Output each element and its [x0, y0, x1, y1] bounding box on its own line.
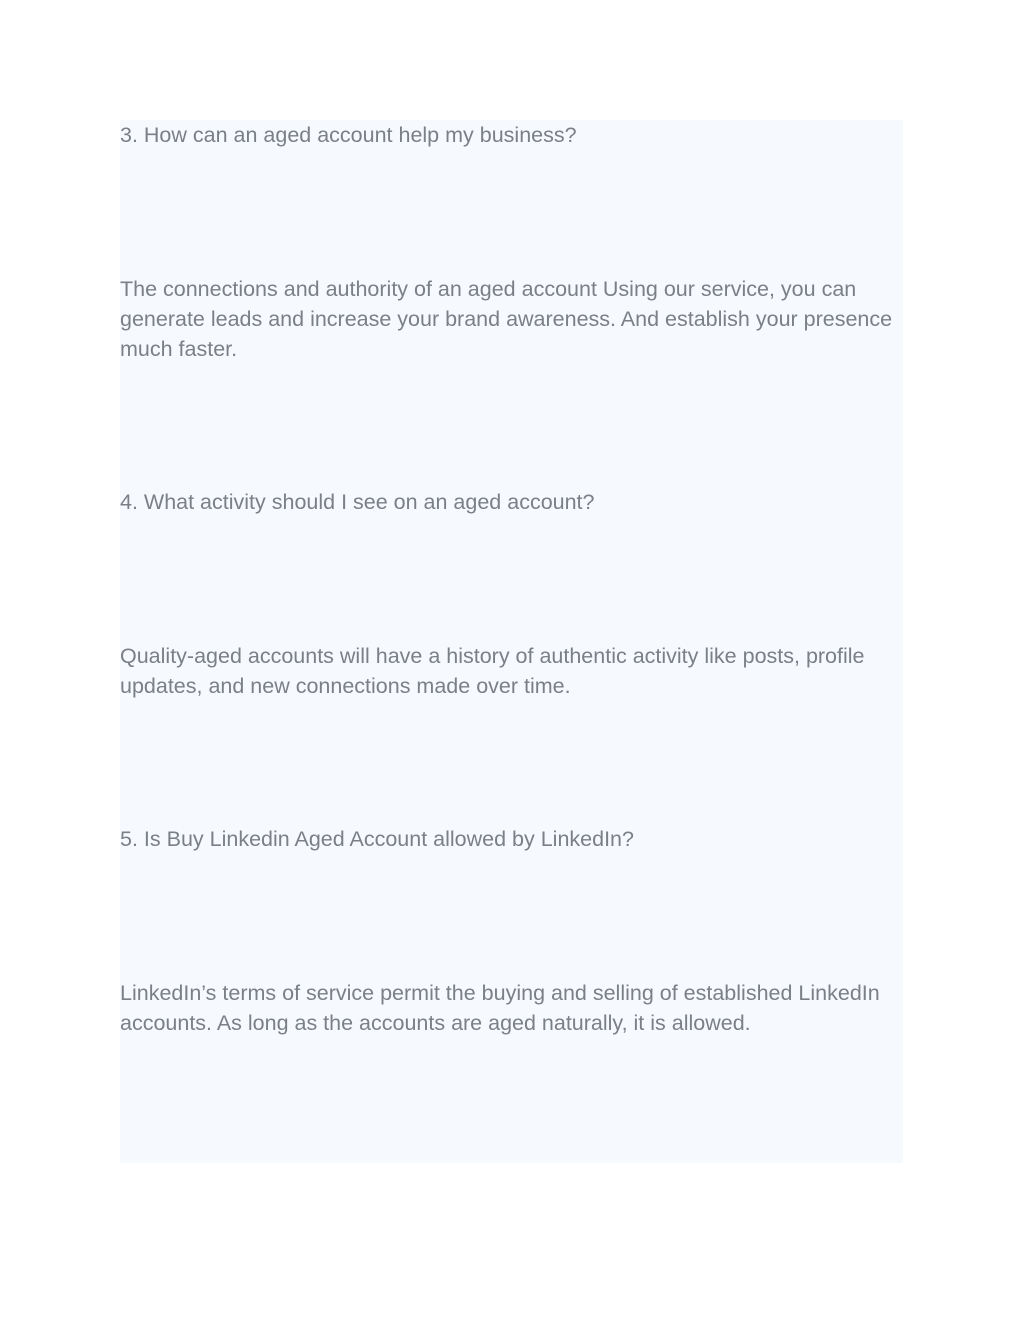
- faq-question-4: 4. What activity should I see on an aged account?: [120, 490, 595, 514]
- faq-content-block: [120, 120, 903, 1163]
- faq-question-5: 5. Is Buy Linkedin Aged Account allowed by LinkedIn?: [120, 827, 634, 851]
- faq-answer-4: Quality-aged accounts will have a history of authentic activity like posts, profile updates, and new connections made over time.: [120, 644, 865, 698]
- faq-answer-5: LinkedIn’s terms of service permit the buying and selling of established LinkedIn accounts. As long as the accounts are aged naturally, it is allowed.: [120, 981, 880, 1035]
- faq-question-3: 3. How can an aged account help my business?: [120, 123, 577, 147]
- faq-answer-3: The connections and authority of an aged account Using our service, you can generate leads and increase your brand awareness. And establish your presence much faster.: [120, 277, 893, 361]
